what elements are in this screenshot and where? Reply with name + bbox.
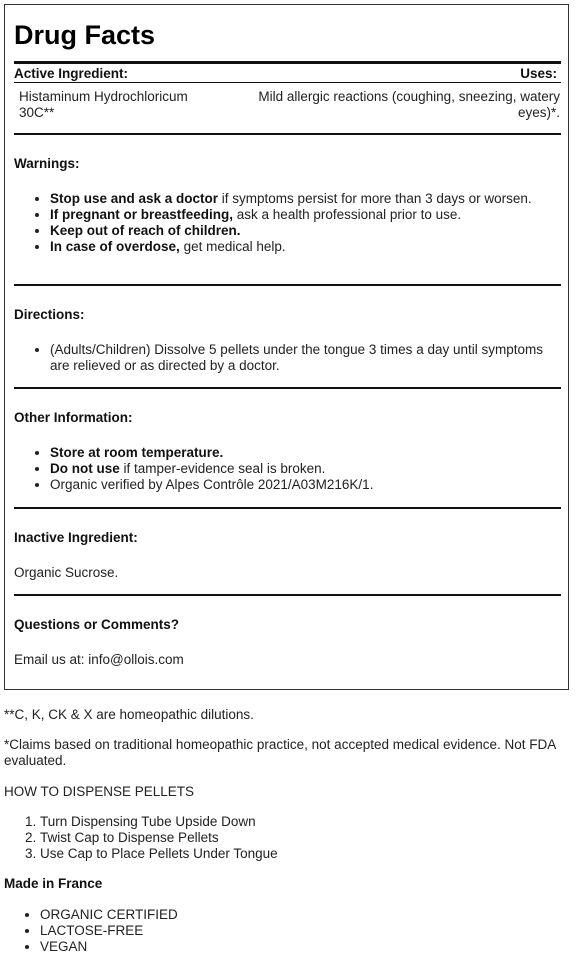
- directions-heading: Directions:: [14, 307, 85, 322]
- claims-note: *Claims based on traditional homeopathic practice, not accepted medical evidence. Not FDA evaluated.: [4, 737, 556, 768]
- direction-item: • (Adults/Children) Dissolve 5 pellets under the tongue 3 times a day until symptoms are relieved or as directed by a doctor.: [50, 342, 555, 374]
- section-divider: [14, 387, 561, 389]
- section-divider: [14, 507, 561, 509]
- warnings-heading: Warnings:: [14, 156, 80, 171]
- contact-email: Email us at: info@ollois.com: [14, 652, 184, 667]
- inactive-ingredient-value: Organic Sucrose.: [14, 565, 119, 580]
- active-ingredient-value: Histaminum Hydrochloricum 30C**: [19, 89, 188, 120]
- inactive-ingredient-heading: Inactive Ingredient:: [14, 530, 138, 545]
- other-information-list: [14, 445, 555, 493]
- section-divider: [14, 594, 561, 596]
- warning-item: • In case of overdose, get medical help.: [50, 239, 555, 255]
- other-info-item: • Organic verified by Alpes Contrôle 2021/A03M216K/1.: [50, 477, 555, 493]
- product-badges: [4, 907, 178, 955]
- title-divider: [14, 61, 561, 64]
- section-divider: [14, 133, 561, 135]
- dispense-step: 1. Turn Dispensing Tube Upside Down: [40, 814, 278, 830]
- warnings-list: [14, 191, 555, 255]
- questions-heading: Questions or Comments?: [14, 617, 180, 632]
- other-info-item: • Store at room temperature.: [50, 445, 555, 461]
- active-ingredient-divider: [14, 82, 561, 83]
- badge-item: • LACTOSE-FREE: [40, 923, 178, 939]
- uses-heading: Uses:: [520, 66, 557, 81]
- active-ingredient-heading: Active Ingredient:: [14, 66, 129, 81]
- badge-item: • VEGAN: [40, 939, 178, 955]
- dilutions-note: **C, K, CK & X are homeopathic dilutions.: [4, 707, 254, 722]
- other-info-item: • Do not use if tamper-evidence seal is broken.: [50, 461, 555, 477]
- dispense-step: 2. Twist Cap to Dispense Pellets: [40, 830, 278, 846]
- dispense-step: 3. Use Cap to Place Pellets Under Tongue: [40, 846, 278, 862]
- active-ingredient-header: [14, 66, 557, 82]
- uses-value: Mild allergic reactions (coughing, sneezing, watery eyes)*.: [258, 89, 560, 120]
- warning-item: • If pregnant or breastfeeding, ask a health professional prior to use.: [50, 207, 555, 223]
- section-divider: [14, 284, 561, 286]
- dispense-steps: [4, 814, 278, 862]
- directions-list: [14, 342, 555, 374]
- other-information-heading: Other Information:: [14, 410, 133, 425]
- badge-item: • ORGANIC CERTIFIED: [40, 907, 178, 923]
- warning-item: • Stop use and ask a doctor if symptoms persist for more than 3 days or worsen.: [50, 191, 555, 207]
- page-title: Drug Facts: [14, 20, 156, 50]
- made-in-label: Made in France: [4, 876, 103, 891]
- dispense-heading: HOW TO DISPENSE PELLETS: [4, 784, 195, 799]
- warning-item: • Keep out of reach of children.: [50, 223, 555, 239]
